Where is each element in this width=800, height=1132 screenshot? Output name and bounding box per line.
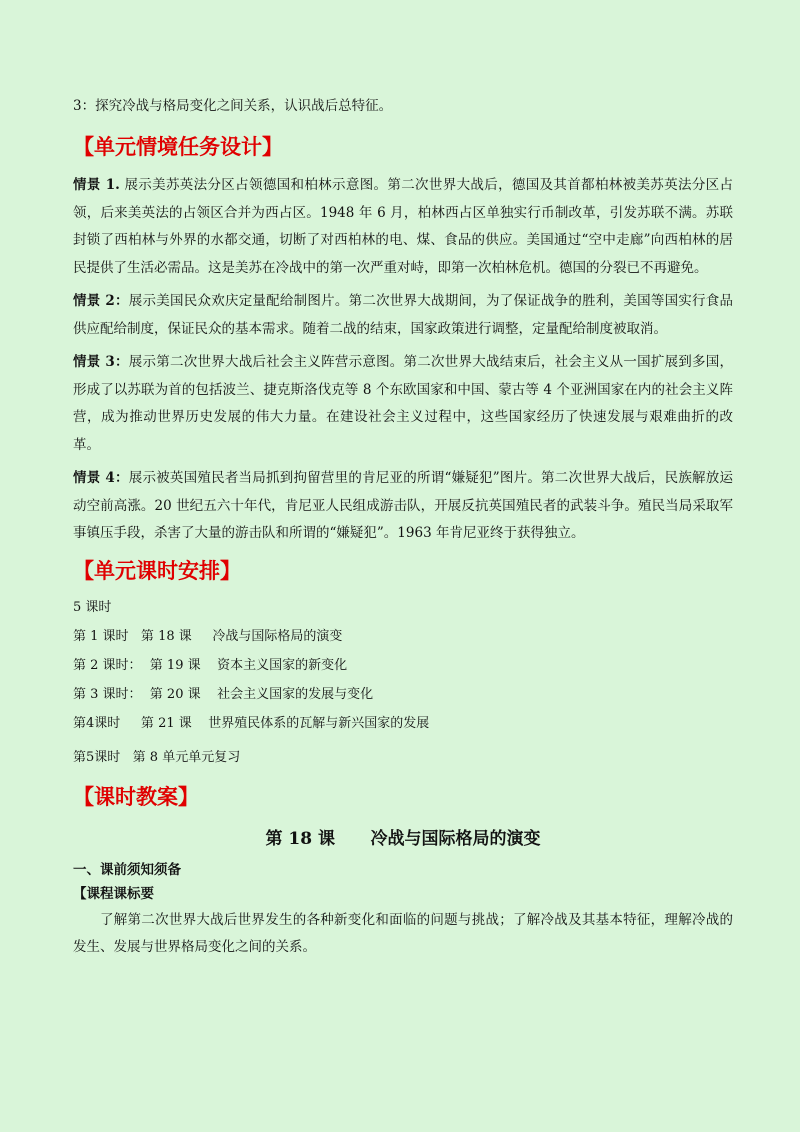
schedule-item: 第5课时 第 8 单元单元复习 (73, 749, 241, 765)
curriculum-standard-text: 了解第二次世界大战后世界发生的各种新变化和面临的问题与挑战；了解冷战及其基本特征，理解冷战的发生、发展与世界格局变化之间的关系。 (73, 911, 733, 955)
scene-paragraph (73, 172, 733, 282)
scene-paragraph (73, 349, 733, 459)
scene-paragraph (73, 465, 733, 548)
section-heading-schedule: 【单元课时安排】 (73, 558, 241, 583)
scene-text: 展示被英国殖民者当局抓到拘留营里的肯尼亚的所谓“嫌疑犯”图片。第二次世界大战后，民族解放运动空前高涨。20 世纪五六十年代，肯尼亚人民组成游击队，开展反抗英国殖民者的武装斗争。殖民当局采取军事镇压手段，杀害了大量的游击队和所谓的“嫌疑犯”。1963 年肯尼亚终于获得独立。 (73, 470, 733, 541)
scene-tag: 情景 4： (73, 470, 129, 486)
document-page (73, 96, 733, 968)
scene-text: 展示第二次世界大战后社会主义阵营示意图。第二次世界大战结束后，社会主义从一国扩展到多国，形成了以苏联为首的包括波兰、捷克斯洛伐克等 8 个东欧国家和中国、蒙古等 4 个亚洲国家在内的社会主义阵营，成为推动世界历史发展的伟大力量。在建设社会主义过程中，这些国家经历了快速发展与艰难曲折的改革。 (73, 354, 734, 453)
section-heading-task: 【单元情境任务设计】 (73, 135, 283, 159)
unit-goal-line: 3：探究冷战与格局变化之间关系，认识战后总特征。 (73, 98, 393, 114)
schedule-item: 第4课时 第 21 课 世界殖民体系的瓦解与新兴国家的发展 (73, 715, 430, 731)
section-heading-plan: 【课时教案】 (73, 784, 199, 809)
schedule-item: 第 1 课时 第 18 课 冷战与国际格局的演变 (73, 628, 343, 644)
schedule-item: 第 3 课时： 第 20 课 社会主义国家的发展与变化 (73, 686, 374, 702)
scene-list (73, 172, 733, 548)
pre-class-heading: 一、课前须知须备 (73, 861, 181, 878)
scene-tag: 情景 1. (73, 177, 120, 193)
scene-tag: 情景 3： (73, 354, 129, 370)
scene-paragraph (73, 288, 733, 343)
schedule-total: 5 课时 (73, 599, 112, 615)
schedule-item: 第 2 课时： 第 19 课 资本主义国家的新变化 (73, 657, 348, 673)
schedule-list (73, 598, 733, 768)
curriculum-standard-heading: 【课程课标要 (73, 885, 154, 902)
scene-tag: 情景 2： (73, 293, 129, 309)
scene-text: 展示美苏英法分区占领德国和柏林示意图。第二次世界大战后，德国及其首都柏林被美苏英法分区占领，后来美英法的占领区合并为西占区。1948 年 6 月，柏林西占区单独实行币制改革，引发苏联不满。苏联封锁了西柏林与外界的水都交通，切断了对西柏林的电、煤、食品的供应。美国通过“空中走廊”向西柏林的居民提供了生活必需品。这是美苏在冷战中的第一次严重对峙，即第一次柏林危机。德国的分裂已不再避免。 (73, 177, 733, 276)
lesson-title: 第 18 课 冷战与国际格局的演变 (265, 828, 541, 849)
scene-text: 展示美国民众欢庆定量配给制图片。第二次世界大战期间，为了保证战争的胜利，美国等国实行食品供应配给制度，保证民众的基本需求。随着二战的结束，国家政策进行调整，定量配给制度被取消。 (73, 293, 734, 337)
